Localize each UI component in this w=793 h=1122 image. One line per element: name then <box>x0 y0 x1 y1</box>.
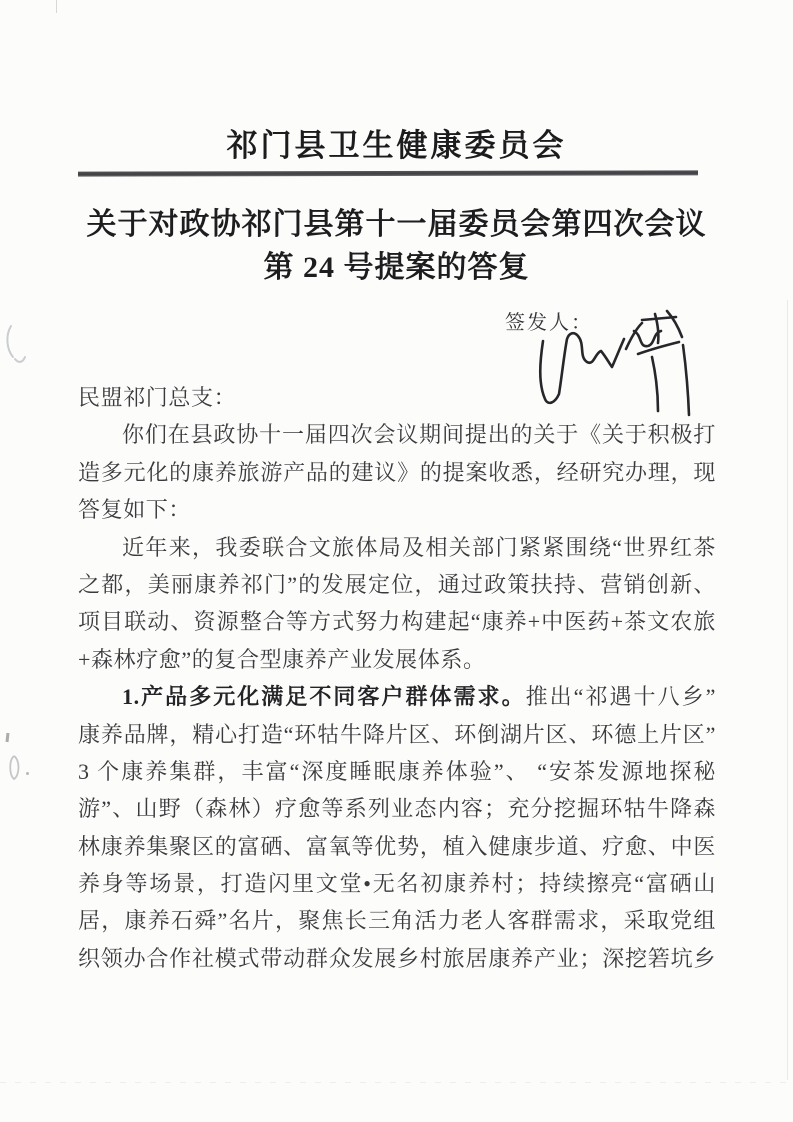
body-line: 织领办合作社模式带动群众发展乡村旅居康养产业；深挖箬坑乡 <box>78 945 716 971</box>
body-line: 养身等场景，打造闪里文堂•无名初康养村；持续擦亮“富硒山 <box>78 871 716 897</box>
document-title-line1: 关于对政协祁门县第十一届委员会第四次会议 <box>86 208 707 241</box>
body-line: 项目联动、资源整合等方式努力构建起“康养+中医药+茶文农旅 <box>78 609 716 635</box>
body-line: 居，康养石舜”名片，聚焦长三角活力老人客群需求，采取党组 <box>78 908 716 934</box>
body-line: 康养品牌，精心打造“环牯牛降片区、环倒湖片区、环德上片区” <box>78 721 716 747</box>
scan-speck <box>6 733 10 742</box>
body-line: +森林疗愈”的复合型康养产业发展体系。 <box>78 646 486 672</box>
letter-body <box>78 379 716 977</box>
scan-dashed-line <box>0 1082 793 1083</box>
scan-smudge-loop <box>7 754 23 782</box>
body-line: 答复如下： <box>78 497 192 523</box>
body-line: 造多元化的康养旅游产品的建议》的提案收悉，经研究办理，现 <box>78 459 716 485</box>
body-line: 你们在县政协十一届四次会议期间提出的关于《关于积极打 <box>122 422 716 448</box>
document-title-line2: 第 24 号提案的答复 <box>263 251 530 284</box>
body-line-point-1 <box>78 678 716 715</box>
header-divider-rule <box>78 170 698 176</box>
body-line: 之都，美丽康养祁门”的发展定位，通过政策扶持、营销创新、 <box>78 571 716 597</box>
point-1-heading: 1.产品多元化满足不同客户群体需求。 <box>122 684 526 710</box>
document-title <box>40 203 753 289</box>
issuing-agency-title: 祁门县卫生健康委员会 <box>226 128 567 163</box>
body-line: 3 个康养集群，丰富“深度睡眠康养体验”、 “安茶发源地探秘 <box>78 758 716 784</box>
scan-edge-line <box>787 300 788 1080</box>
scan-speck <box>26 772 29 775</box>
body-line: 林康养集聚区的富硒、富氧等优势，植入健康步道、疗愈、中医 <box>78 833 716 859</box>
body-line: 游”、山野（森林）疗愈等系列业态内容；充分挖掘环牯牛降森 <box>78 796 716 822</box>
signer-label: 签发人： <box>505 312 593 334</box>
body-line-salutation: 民盟祁门总支： <box>78 385 237 410</box>
point-1-text: 推出“祁遇十八乡” <box>525 684 716 710</box>
body-line: 近年来，我委联合文旅体局及相关部门紧紧围绕“世界红茶 <box>122 534 716 560</box>
scan-edge-line <box>56 0 57 13</box>
scan-smudge-left <box>2 324 28 368</box>
